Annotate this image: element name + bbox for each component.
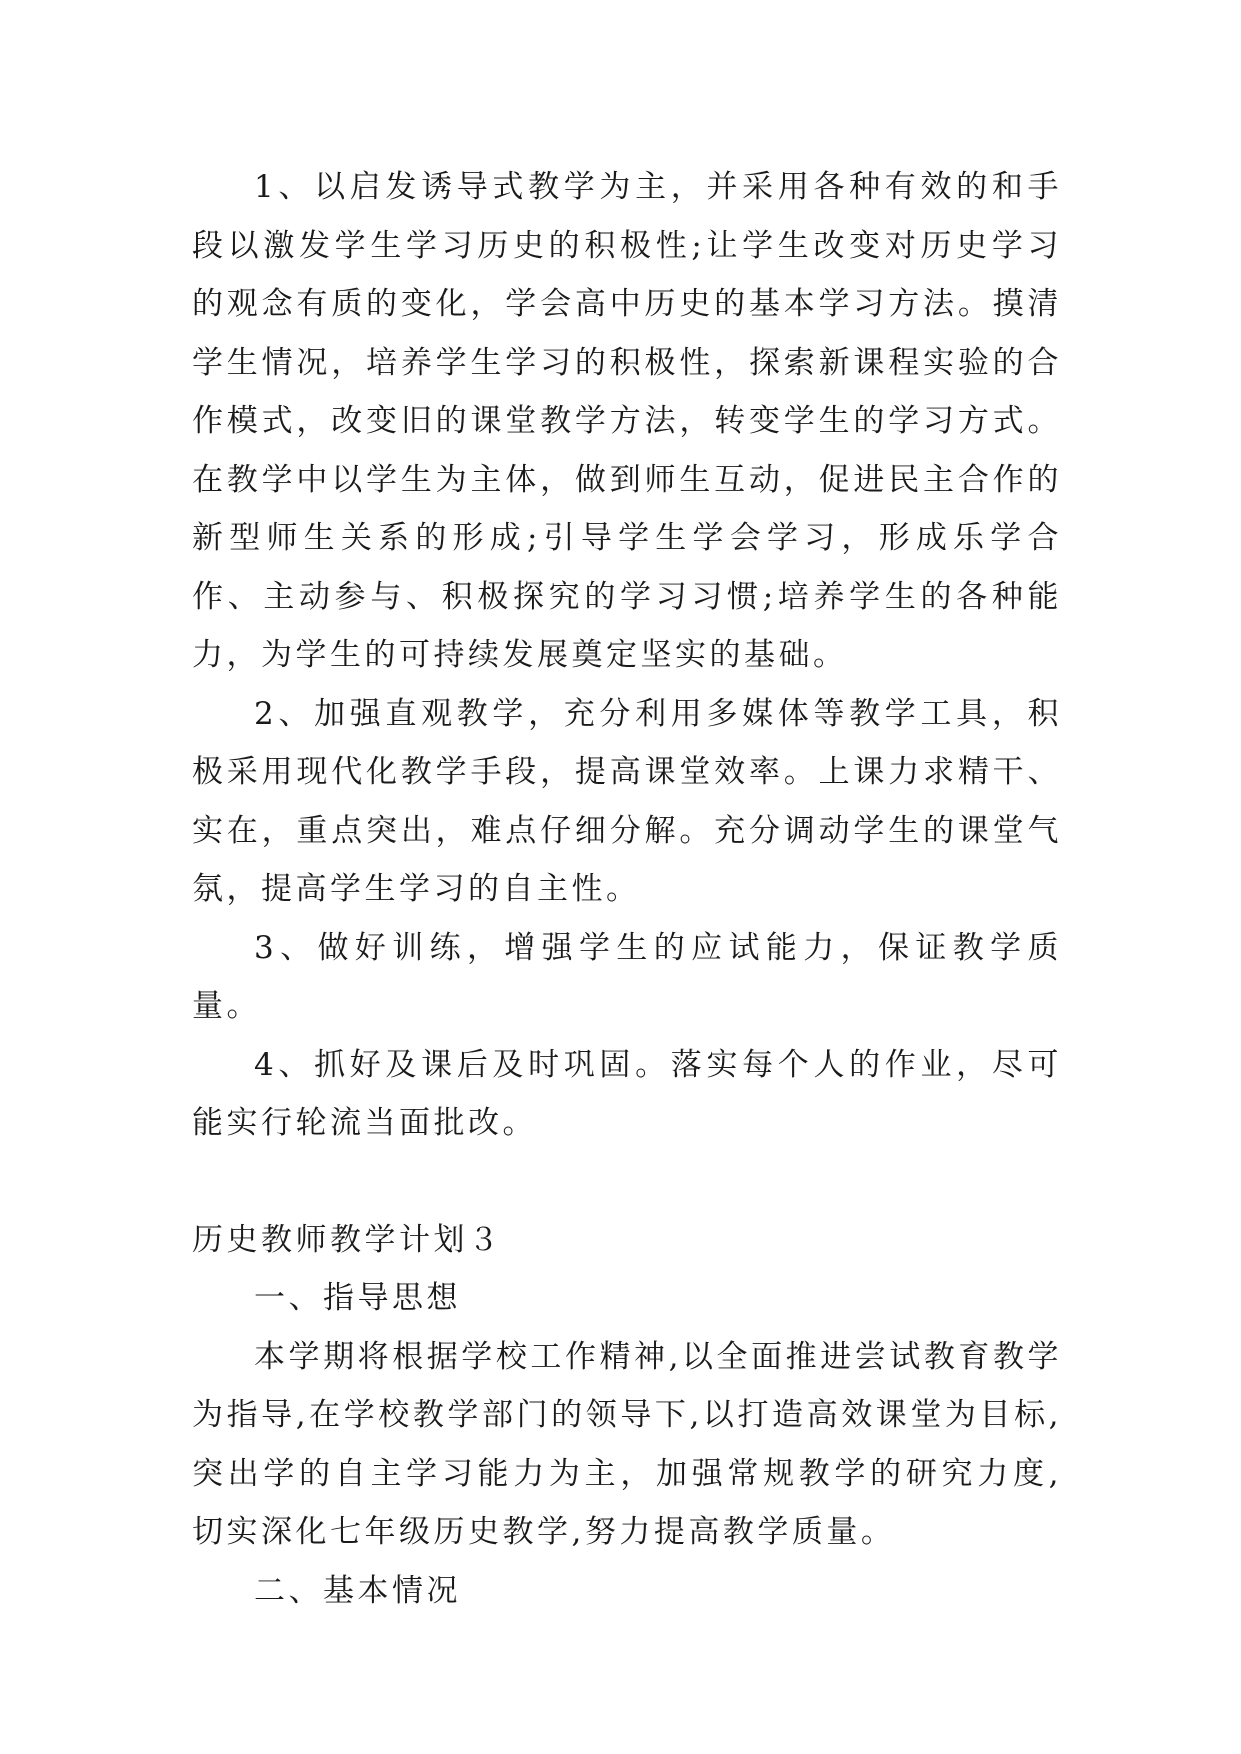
heading-basic-situation: 二、基本情况 [254, 1572, 461, 1609]
section-gap [192, 1153, 1062, 1211]
paragraph-method-3: 3、做好训练，增强学生的应试能力，保证教学质量。 [192, 929, 1062, 1024]
paragraph-method-2: 2、加强直观教学，充分利用多媒体等教学工具，积极采用现代化教学手段，提高课堂效率。上课力求精干、实在，重点突出，难点仔细分解。充分调动学生的课堂气氛，提高学生学习的自主性。 [192, 695, 1062, 907]
section-title: 历史教师教学计划３ [192, 1221, 503, 1258]
paragraph-method-4: 4、抓好及课后及时巩固。落实每个人的作业，尽可能实行轮流当面批改。 [192, 1046, 1062, 1141]
paragraph-method-1: 1、以启发诱导式教学为主，并采用各种有效的和手段以激发学生学习历史的积极性;让学生改变对历史学习的观念有质的变化，学会高中历史的基本学习方法。摸清学生情况，培养学生学习的积极性，探索新课程实验的合作模式，改变旧的课堂教学方法，转变学生的学习方式。在教学中以学生为主体，做到师生互动，促进民主合作的新型师生关系的形成;引导学生学会学习，形成乐学合作、主动参与、积极探究的学习习惯;培养学生的各种能力，为学生的可持续发展奠定坚实的基础。 [192, 169, 1062, 673]
paragraph-guiding-ideology: 本学期将根据学校工作精神,以全面推进尝试教育教学为指导,在学校教学部门的领导下,以打造高效课堂为目标,突出学的自主学习能力为主，加强常规教学的研究力度,切实深化七年级历史教学,努力提高教学质量。 [192, 1338, 1062, 1550]
heading-guiding-ideology: 一、指导思想 [254, 1280, 461, 1316]
document-body [192, 158, 1062, 1620]
